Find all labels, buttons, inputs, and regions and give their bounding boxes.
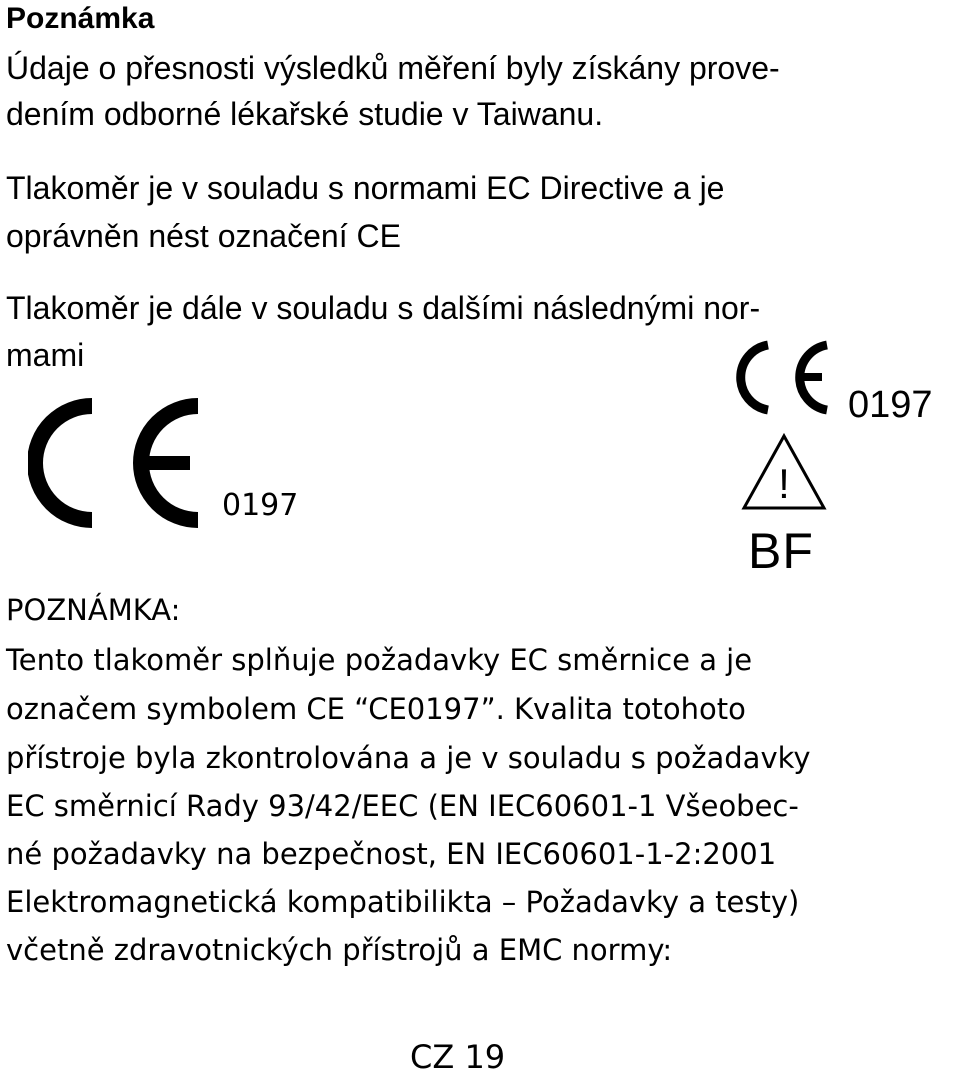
- ce-small-number: 0197: [848, 384, 933, 426]
- note-line: Tento tlakoměr splňuje požadavky EC směrnice a je: [6, 643, 753, 677]
- warning-triangle-icon: [740, 432, 828, 512]
- accuracy-paragraph-line-1: Údaje o přesnosti výsledků měření byly získány prove-: [6, 50, 780, 86]
- heading: Poznámka: [6, 2, 155, 35]
- ec-directive-line-2: oprávněn nést označení CE: [6, 218, 401, 254]
- note-line: né požadavky na bezpečnost, EN IEC60601-1-2:2001: [6, 837, 777, 871]
- other-norms-line-1: Tlakoměr je dále v souladu s dalšími následnými nor-: [6, 290, 761, 326]
- note-line: EC směrnicí Rady 93/42/EEC (EN IEC60601-1 Všeobec-: [6, 789, 799, 823]
- page-number: CZ 19: [410, 1038, 506, 1076]
- bf-label: BF: [748, 523, 814, 579]
- ce-mark-small-icon: [732, 340, 832, 415]
- ce-mark-large-icon: [28, 398, 208, 528]
- ce-large-number: 0197: [222, 488, 299, 523]
- note-line: označem symbolem CE “CE0197”. Kvalita totohoto: [6, 692, 746, 726]
- accuracy-paragraph-line-2: dením odborné lékařské studie v Taiwanu.: [6, 96, 604, 132]
- warning-mark: !: [778, 460, 790, 507]
- ec-directive-line-1: Tlakoměr je v souladu s normami EC Directive a je: [6, 170, 725, 206]
- note-title: POZNÁMKA:: [6, 593, 181, 627]
- note-line: Elektromagnetická kompatibilikta – Požadavky a testy): [6, 885, 800, 919]
- note-line: přístroje byla zkontrolována a je v souladu s požadavky: [6, 741, 811, 775]
- other-norms-line-2: mami: [6, 337, 85, 373]
- note-line: včetně zdravotnických přístrojů a EMC normy:: [6, 933, 673, 967]
